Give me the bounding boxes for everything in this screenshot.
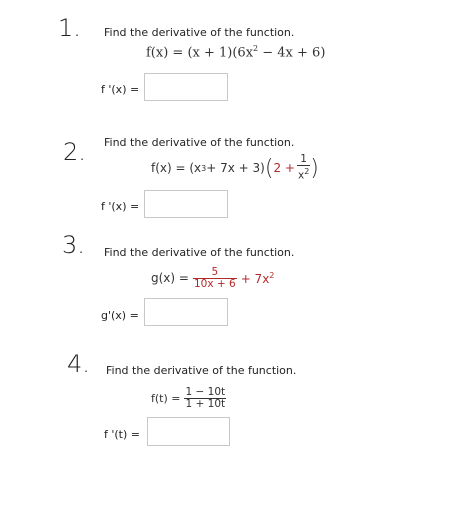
equation-fraction (184, 387, 226, 410)
equation-exponent: 3 (201, 163, 207, 173)
fraction-numerator: 1 − 10t (185, 385, 226, 398)
equation-rest: − 4x + 6) (258, 45, 326, 61)
close-paren: ) (310, 155, 319, 181)
problem-prompt-1: Find the derivative of the function. (104, 26, 295, 39)
answer-label-1: f '(x) = (101, 83, 140, 96)
equation-lhs: f(x) = (x (151, 161, 202, 175)
answer-input-3[interactable] (144, 298, 228, 326)
fraction-denominator: 1 + 10t (185, 397, 226, 410)
answer-label-3: g'(x) = (101, 309, 139, 322)
equation-red-term: 2 + (273, 161, 295, 175)
equation-fraction (193, 267, 237, 290)
answer-label-2: f '(x) = (101, 200, 140, 213)
problem-prompt-4: Find the derivative of the function. (106, 364, 297, 377)
problem-number-3: 3. (62, 231, 85, 259)
function-equation-4 (151, 384, 226, 412)
problem-prompt-3: Find the derivative of the function. (104, 246, 295, 259)
problem-number-4: 4. (67, 350, 90, 378)
answer-input-4[interactable] (147, 417, 230, 446)
function-equation-2 (151, 151, 319, 185)
problem-number-2: 2. (63, 138, 86, 166)
answer-input-1[interactable] (144, 73, 228, 101)
equation-fraction (297, 154, 310, 182)
equation-exponent: 2 (253, 44, 259, 53)
function-equation-3 (151, 264, 274, 292)
answer-input-2[interactable] (144, 190, 228, 218)
equation-rest: + $7x^2$ (240, 270, 275, 286)
fraction-numerator: 1 (300, 153, 307, 166)
equation-lhs: f(t) = (151, 391, 181, 405)
function-equation-1 (146, 44, 325, 60)
equation-lhs: g(x) = (151, 271, 189, 285)
equation-mid: + 7x + 3) (206, 161, 265, 175)
problem-prompt-2: Find the derivative of the function. (104, 136, 295, 149)
open-paren: ( (264, 155, 274, 181)
fraction-numerator: 5 (211, 265, 219, 278)
equation-lhs: f(x) = (x + 1)(6x (146, 45, 254, 61)
fraction-denominator: $x^2$ (297, 167, 310, 182)
problem-number-1: 1. (58, 14, 81, 42)
answer-label-4: f '(t) = (104, 428, 141, 441)
fraction-denominator: 10x + 6 (193, 277, 236, 290)
